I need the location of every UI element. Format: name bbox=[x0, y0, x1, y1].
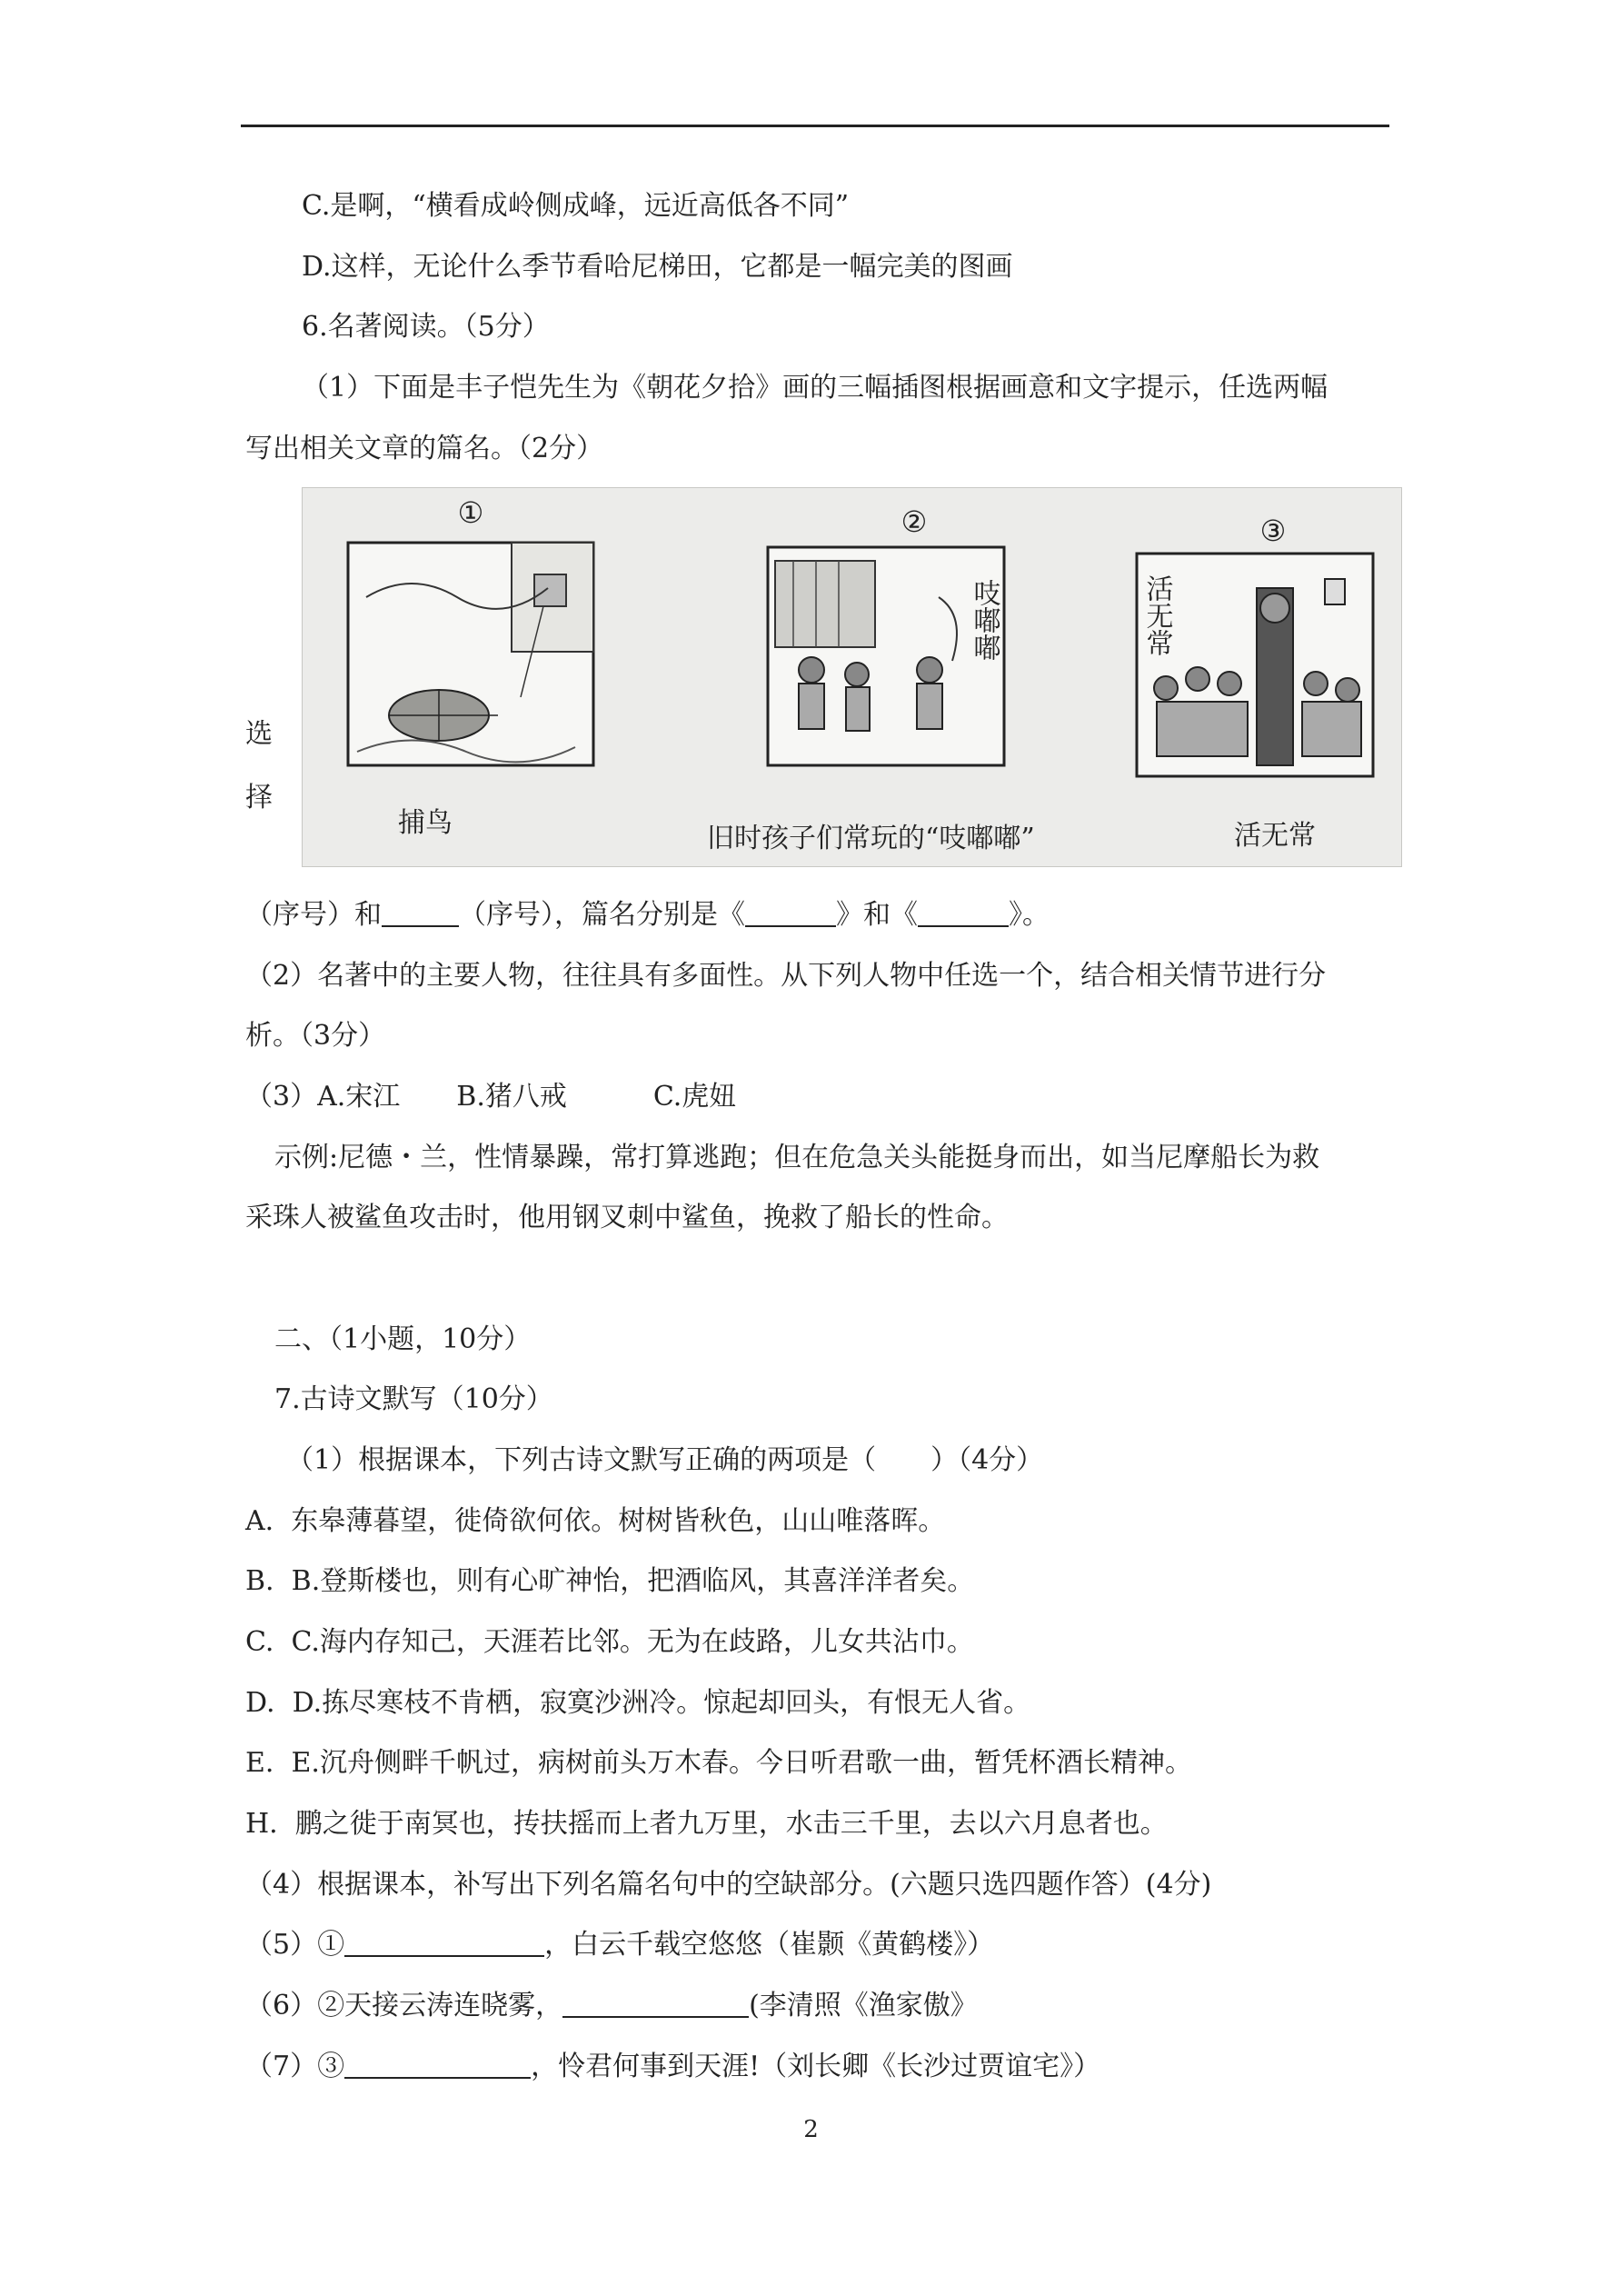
answer-seg3: 》和《 bbox=[836, 899, 918, 931]
q6-title: 6.名著阅读。（5分） bbox=[302, 311, 550, 343]
fill6-blank[interactable] bbox=[562, 1989, 749, 2018]
illustration-1 bbox=[348, 495, 593, 839]
fill-5 bbox=[245, 1927, 994, 1963]
answer-blank-2[interactable] bbox=[745, 898, 836, 927]
part3-a: （3）A.宋江 bbox=[245, 1081, 401, 1113]
q6-part1-line2: 写出相关文章的篇名。（2分） bbox=[245, 433, 604, 464]
illustration-3 bbox=[1137, 514, 1373, 852]
q7-option-h: H. 鹏之徙于南冥也，抟扶摇而上者九万里，水击三千里，去以六月息者也。 bbox=[245, 1808, 1168, 1840]
illustration-2 bbox=[707, 504, 1035, 854]
q5-option-d: D.这样，无论什么季节看哈尼梯田，它都是一幅完美的图画 bbox=[302, 251, 1013, 283]
q7-option-d: D. D.拣尽寒枝不肯栖，寂寞沙洲冷。惊起却回头，有恨无人省。 bbox=[245, 1687, 1031, 1719]
section2-title: 二、（1小题，10分） bbox=[274, 1323, 532, 1355]
illustration-3-number: ③ bbox=[1259, 514, 1287, 548]
fill5-suffix: ，白云千载空悠悠（崔颢《黄鹤楼》） bbox=[544, 1929, 995, 1961]
fill-6 bbox=[245, 1988, 978, 2024]
illustration-3-vertical-text: 活无常 bbox=[1140, 574, 1173, 656]
q7-option-e: E. E.沉舟侧畔千帆过，病树前头万木春。今日听君歌一曲，暂凭杯酒长精神。 bbox=[245, 1747, 1192, 1779]
illustration-2-number: ② bbox=[901, 504, 928, 539]
page-number: 2 bbox=[803, 2116, 819, 2143]
answer-seg1: （序号）和 bbox=[245, 899, 382, 931]
illustration-2-vertical-text: 吱嘟嘟 bbox=[968, 579, 1000, 661]
q7-part1: （1）根据课本，下列古诗文默写正确的两项是（ ）（4分） bbox=[286, 1444, 1044, 1476]
answer-blank-1[interactable] bbox=[382, 898, 459, 927]
fill7-suffix: ，怜君何事到天涯!（刘长卿《长沙过贾谊宅》） bbox=[531, 2051, 1101, 2082]
side-char-choose: 择 bbox=[245, 782, 273, 814]
fill7-prefix: （7）③ bbox=[245, 2051, 345, 2082]
q6-part3 bbox=[245, 1079, 736, 1115]
fill7-blank[interactable] bbox=[344, 2050, 531, 2079]
illustration-3-caption: 活无常 bbox=[1234, 820, 1316, 852]
q6-part2-line2: 析。（3分） bbox=[245, 1020, 386, 1052]
q7-part4: （4）根据课本，补写出下列名篇名句中的空缺部分。(六题只选四题作答）(4分) bbox=[245, 1869, 1212, 1901]
answer-seg2: （序号），篇名分别是《 bbox=[459, 899, 745, 931]
q7-title: 7.古诗文默写（10分） bbox=[274, 1383, 553, 1415]
fill6-suffix: (李清照《渔家傲》 bbox=[749, 1990, 978, 2021]
illustration-2-caption: 旧时孩子们常玩的“吱嘟嘟” bbox=[707, 823, 1035, 854]
answer-seg4: 》。 bbox=[1009, 899, 1050, 931]
header-rule bbox=[241, 125, 1389, 127]
fill5-blank[interactable] bbox=[344, 1928, 544, 1957]
fill-7 bbox=[245, 2049, 1100, 2085]
q6-part1-line1: （1）下面是丰子恺先生为《朝花夕拾》画的三幅插图根据画意和文字提示，任选两幅 bbox=[302, 372, 1328, 404]
q7-option-a: A. 东皋薄暮望，徙倚欲何依。树树皆秋色，山山唯落晖。 bbox=[245, 1505, 946, 1537]
q6-answer-line bbox=[245, 897, 1050, 933]
fill6-prefix: （6）②天接云涛连晓雾， bbox=[245, 1990, 563, 2021]
part3-c: C.虎妞 bbox=[652, 1081, 737, 1113]
side-char-select: 选 bbox=[245, 718, 273, 750]
illustration-1-number: ① bbox=[457, 495, 484, 530]
illustrations-svg bbox=[303, 488, 1401, 866]
part3-b: B.猪八戒 bbox=[456, 1081, 567, 1113]
example-line2: 采珠人被鲨鱼攻击时，他用钢叉刺中鲨鱼，挽救了船长的性命。 bbox=[245, 1202, 1009, 1233]
illustration-1-caption: 捕鸟 bbox=[398, 807, 453, 839]
q7-option-c: C. C.海内存知己，天涯若比邻。无为在歧路，儿女共沾巾。 bbox=[245, 1626, 974, 1658]
q6-part2-line1: （2）名著中的主要人物，往往具有多面性。从下列人物中任选一个，结合相关情节进行分 bbox=[245, 960, 1327, 992]
answer-blank-3[interactable] bbox=[918, 898, 1009, 927]
illustrations-image bbox=[302, 487, 1402, 867]
fill5-prefix: （5）① bbox=[245, 1929, 345, 1961]
q7-option-b: B. B.登斯楼也，则有心旷神怡，把酒临风，其喜洋洋者矣。 bbox=[245, 1565, 975, 1597]
q5-option-c: C.是啊，“横看成岭侧成峰，远近高低各不同” bbox=[302, 190, 850, 222]
example-line1: 示例:尼德・兰，性情暴躁，常打算逃跑；但在危急关头能挺身而出，如当尼摩船长为救 bbox=[274, 1142, 1320, 1173]
